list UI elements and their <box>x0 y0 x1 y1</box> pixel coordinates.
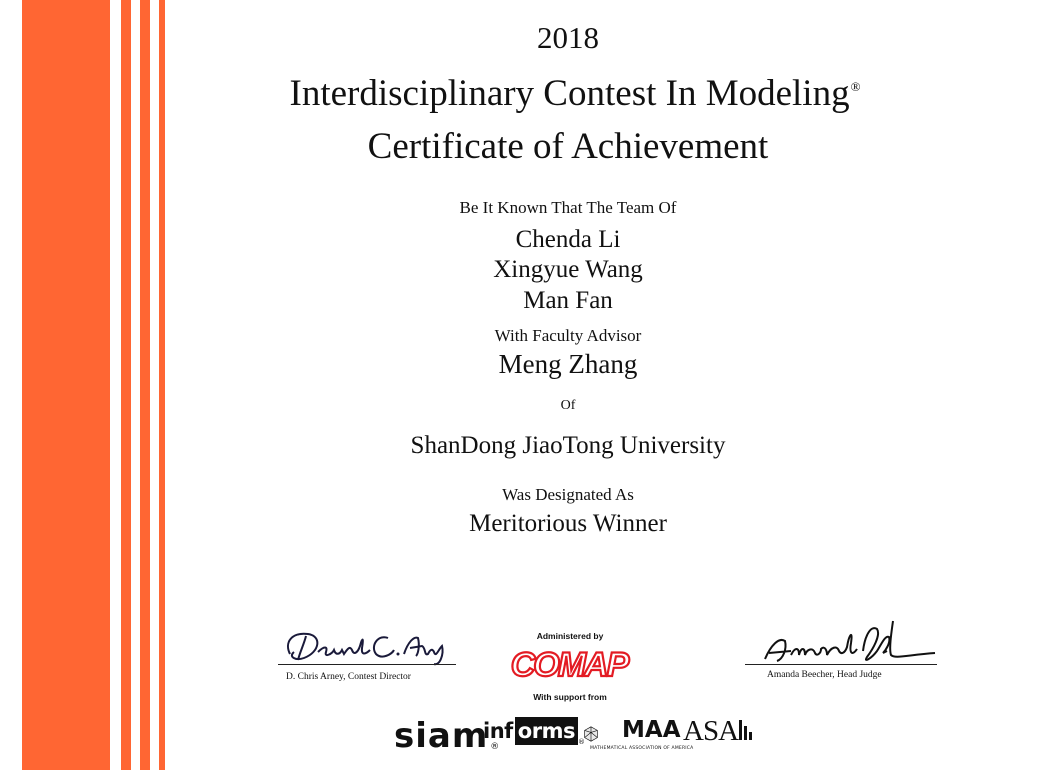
comap-logo <box>510 640 628 688</box>
comap-logo-text: COMAP <box>510 646 628 684</box>
certificate-title: Certificate of Achievement <box>367 126 769 167</box>
decorative-stripe <box>140 0 150 770</box>
head-judge-signature <box>745 615 945 670</box>
asa-logo <box>683 715 753 747</box>
award-designation: Meritorious Winner <box>469 510 667 537</box>
contest-title-text: Interdisciplinary Contest In Modeling <box>289 73 850 114</box>
registered-mark: ® <box>850 79 861 94</box>
administered-by-label: Administered by <box>536 631 604 641</box>
faculty-advisor-label: With Faculty Advisor <box>494 326 642 345</box>
contest-director-caption: D. Chris Arney, Contest Director <box>286 672 411 682</box>
certificate-year: 2018 <box>537 20 599 55</box>
team-member: Man Fan <box>523 287 613 314</box>
decorative-stripe-wide <box>22 0 110 770</box>
maa-logo-text: MAA <box>622 717 681 743</box>
registered-mark: ® <box>577 738 585 746</box>
faculty-advisor-name: Meng Zhang <box>498 349 638 379</box>
asa-logo-text: ASA <box>683 715 739 747</box>
maa-subtitle: MATHEMATICAL ASSOCIATION OF AMERICA <box>590 746 694 751</box>
decorative-stripe <box>121 0 131 770</box>
team-member: Xingyue Wang <box>493 256 643 283</box>
signature-line <box>278 664 456 665</box>
asa-bars-icon <box>739 718 753 742</box>
signature-line <box>745 664 937 665</box>
decorative-stripe <box>159 0 165 770</box>
informs-logo-prefix: inf <box>483 719 513 743</box>
head-judge-caption: Amanda Beecher, Head Judge <box>767 670 882 680</box>
informs-logo <box>483 717 584 756</box>
contest-title <box>290 72 861 115</box>
be-it-known-label: Be It Known That The Team Of <box>459 198 677 217</box>
siam-logo-text: siam <box>394 716 489 756</box>
registered-mark: ® <box>490 742 501 752</box>
contest-director-signature <box>278 624 458 664</box>
of-label: Of <box>560 398 576 413</box>
informs-logo-box: orms <box>515 717 578 745</box>
university-name: ShanDong JiaoTong University <box>410 432 726 459</box>
designated-as-label: Was Designated As <box>502 485 634 504</box>
team-member: Chenda Li <box>515 226 621 253</box>
with-support-from-label: With support from <box>533 692 607 702</box>
